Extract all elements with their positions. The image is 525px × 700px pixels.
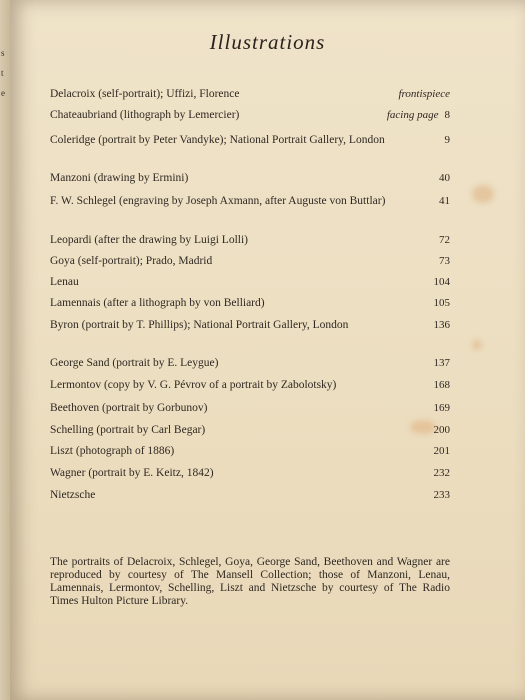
entry-page-value: 9 xyxy=(444,134,450,146)
entry-page-value: 233 xyxy=(433,489,450,501)
list-item xyxy=(50,466,450,481)
entry-page-number xyxy=(434,423,451,438)
entry-page-number xyxy=(439,194,450,209)
list-item xyxy=(50,194,450,209)
entry-title: George Sand (portrait by E. Leygue) xyxy=(50,357,219,369)
entry-title: Nietzsche xyxy=(50,489,96,501)
entry-page-value: 136 xyxy=(433,319,450,331)
entry-title: Lenau xyxy=(50,276,79,288)
entry-page-number xyxy=(439,233,450,248)
entry-page-value: 169 xyxy=(433,402,450,414)
entry-title: F. W. Schlegel (engraving by Joseph Axmann, after Auguste von Buttlar) xyxy=(50,195,386,207)
entry-title: Wagner (portrait by E. Keitz, 1842) xyxy=(50,467,214,479)
entry-title: Delacroix (self-portrait); Uffizi, Florence xyxy=(50,88,240,100)
list-item xyxy=(50,488,450,503)
entry-page-number xyxy=(434,356,451,371)
entry-page-number xyxy=(434,275,451,290)
paper-stain xyxy=(472,185,494,203)
entry-title: Manzoni (drawing by Ermini) xyxy=(50,172,189,184)
entry-title: Coleridge (portrait by Peter Vandyke); National Portrait Gallery, London xyxy=(50,134,385,146)
entry-page-number xyxy=(387,108,450,123)
entry-page-value: 41 xyxy=(439,195,450,207)
previous-page-edge xyxy=(0,0,10,700)
entry-page-number xyxy=(434,318,451,333)
paper-stain xyxy=(472,340,482,350)
entry-page-number xyxy=(445,133,451,148)
entry-page-number xyxy=(434,488,451,503)
entry-page-number xyxy=(439,254,450,269)
entry-page-value: 73 xyxy=(439,255,450,267)
entry-page-number xyxy=(439,171,450,186)
entry-title: Lermontov (copy by V. G. Pévrov of a portrait by Zabolotsky) xyxy=(50,379,337,391)
entry-title: Liszt (photograph of 1886) xyxy=(50,445,175,457)
entry-page-number xyxy=(398,87,450,102)
entry-title: Lamennais (after a lithograph by von Belliard) xyxy=(50,297,265,309)
entry-page-value: 137 xyxy=(433,357,450,369)
entry-page-value: 8 xyxy=(444,109,450,121)
entry-page-value: 72 xyxy=(439,234,450,246)
entry-page-number xyxy=(434,296,451,311)
list-item xyxy=(50,275,450,290)
margin-fragment: t xyxy=(1,68,4,78)
entry-page-value: 105 xyxy=(433,297,450,309)
list-item xyxy=(50,296,450,311)
entry-page-value: 104 xyxy=(433,276,450,288)
entry-page-number xyxy=(434,378,451,393)
list-item xyxy=(50,254,450,269)
list-item xyxy=(50,108,450,123)
page-title: Illustrations xyxy=(209,30,326,54)
entry-title: Byron (portrait by T. Phillips); National Portrait Gallery, London xyxy=(50,319,349,331)
list-item xyxy=(50,423,450,438)
entry-title: Schelling (portrait by Carl Begar) xyxy=(50,424,206,436)
list-item xyxy=(50,444,450,459)
entry-title: Leopardi (after the drawing by Luigi Lolli) xyxy=(50,234,248,246)
list-item xyxy=(50,378,450,393)
entry-page-value: 40 xyxy=(439,172,450,184)
credits-note: The portraits of Delacroix, Schlegel, Goya, George Sand, Beethoven and Wagner are reproduced by courtesy of The Mansell Collection; those of Manzoni, Lenau, Lamennais, Lermontov, Schelling, Liszt and Nietzsche by courtesy of The Radio Times Hulton Picture Library. xyxy=(50,556,450,607)
entry-page-value: 168 xyxy=(433,379,450,391)
entry-page-value: frontispiece xyxy=(398,88,450,100)
entry-page-number xyxy=(434,444,451,459)
entry-title: Beethoven (portrait by Gorbunov) xyxy=(50,402,208,414)
entry-page-value: 201 xyxy=(433,445,450,457)
entry-page-value: 200 xyxy=(433,424,450,436)
margin-fragment: e xyxy=(1,88,5,98)
list-item xyxy=(50,318,450,333)
list-item xyxy=(50,133,450,148)
list-item xyxy=(50,171,450,186)
entry-page-number xyxy=(434,401,451,416)
list-item xyxy=(50,401,450,416)
entry-page-number xyxy=(434,466,451,481)
margin-fragment: s xyxy=(1,48,5,58)
list-item xyxy=(50,233,450,248)
entry-title: Chateaubriand (lithograph by Lemercier) xyxy=(50,109,240,121)
list-item xyxy=(50,356,450,371)
entry-title: Goya (self-portrait); Prado, Madrid xyxy=(50,255,213,267)
list-item xyxy=(50,87,450,102)
book-page xyxy=(10,0,525,700)
entry-page-value: 232 xyxy=(433,467,450,479)
entry-page-prefix: facing page xyxy=(386,109,439,121)
